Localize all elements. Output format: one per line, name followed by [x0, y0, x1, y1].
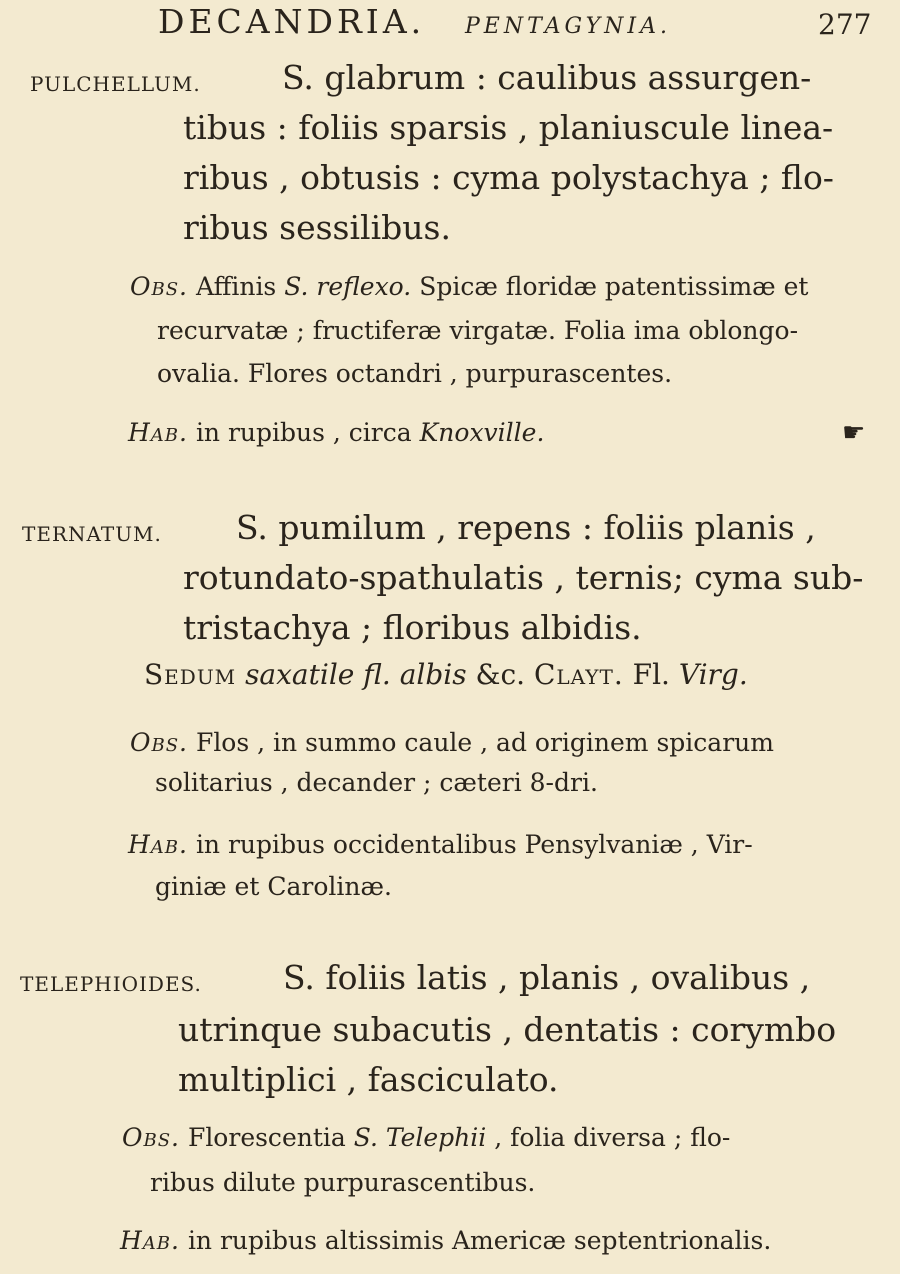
synonym-region: Virg. [678, 658, 748, 691]
obs-text: Flos , in summo caule , ad originem spicarum [195, 728, 774, 757]
obs-label: Obs. [130, 272, 189, 301]
hab-label: Hab. [128, 830, 188, 859]
running-header-subtitle: PENTAGYNIA. [465, 14, 672, 39]
synonym-citation [144, 658, 748, 691]
obs-note-line: solitarius , decander ; cæteri 8-dri. [155, 768, 598, 797]
hab-text: in rupibus occidentalibus Pensylvaniæ , Vir- [195, 830, 753, 859]
species-name: PULCHELLUM. [30, 72, 201, 96]
habitat-line [120, 1226, 771, 1255]
habitat-line [128, 418, 544, 447]
hab-place: Knoxville. [419, 418, 545, 447]
description-line: S. glabrum : caulibus assurgen- [282, 58, 812, 97]
printers-ornament-icon: ☛ [842, 418, 866, 448]
description-line: ribus , obtusis : cyma polystachya ; flo- [183, 158, 834, 197]
species-name: TERNATUM. [22, 522, 162, 546]
hab-text: in rupibus altissimis Americæ septentrionalis. [187, 1226, 772, 1255]
obs-note-line [130, 272, 808, 301]
description-line: tibus : foliis sparsis , planiuscule linea- [183, 108, 834, 147]
habitat-line: giniæ et Carolinæ. [155, 872, 392, 901]
obs-note-line: recurvatæ ; fructiferæ virgatæ. Folia ima oblongo- [157, 316, 799, 345]
obs-text: Florescentia [187, 1123, 346, 1152]
obs-label: Obs. [122, 1123, 181, 1152]
synonym-epithet: saxatile fl. albis [245, 658, 467, 691]
running-header-title: DECANDRIA. [158, 2, 426, 41]
obs-note-line [122, 1123, 730, 1152]
hab-label: Hab. [120, 1226, 180, 1255]
obs-text: , folia diversa ; flo- [494, 1123, 731, 1152]
hab-label: Hab. [128, 418, 188, 447]
description-line: ribus sessilibus. [183, 208, 451, 247]
description-line: tristachya ; floribus albidis. [183, 608, 642, 647]
obs-note-line: ovalia. Flores octandri , purpurascentes. [157, 359, 673, 388]
description-line: rotundato-spathulatis , ternis; cyma sub- [183, 558, 864, 597]
obs-label: Obs. [130, 728, 189, 757]
species-name: TELEPHIOIDES. [20, 972, 202, 996]
obs-note-line [130, 728, 774, 757]
description-line: utrinque subacutis , dentatis : corymbo [178, 1010, 837, 1049]
description-line: S. pumilum , repens : foliis planis , [236, 508, 816, 547]
description-line: multiplici , fasciculato. [178, 1060, 559, 1099]
obs-reference: S. reflexo. [284, 272, 412, 301]
obs-reference: S. Telephii [353, 1123, 487, 1152]
page-number: 277 [818, 8, 872, 41]
synonym-flora: Fl. [632, 658, 670, 691]
synonym-author: Clayt. [533, 658, 624, 691]
hab-text: in rupibus , circa [195, 418, 412, 447]
synonym-genus: Sedum [144, 658, 237, 691]
synonym-etc: &c. [475, 658, 526, 691]
habitat-line [128, 830, 753, 859]
obs-text: Spicæ floridæ patentissimæ et [419, 272, 809, 301]
obs-text: Affinis [195, 272, 277, 301]
description-line: S. foliis latis , planis , ovalibus , [283, 958, 811, 997]
obs-note-line: ribus dilute purpurascentibus. [150, 1168, 536, 1197]
